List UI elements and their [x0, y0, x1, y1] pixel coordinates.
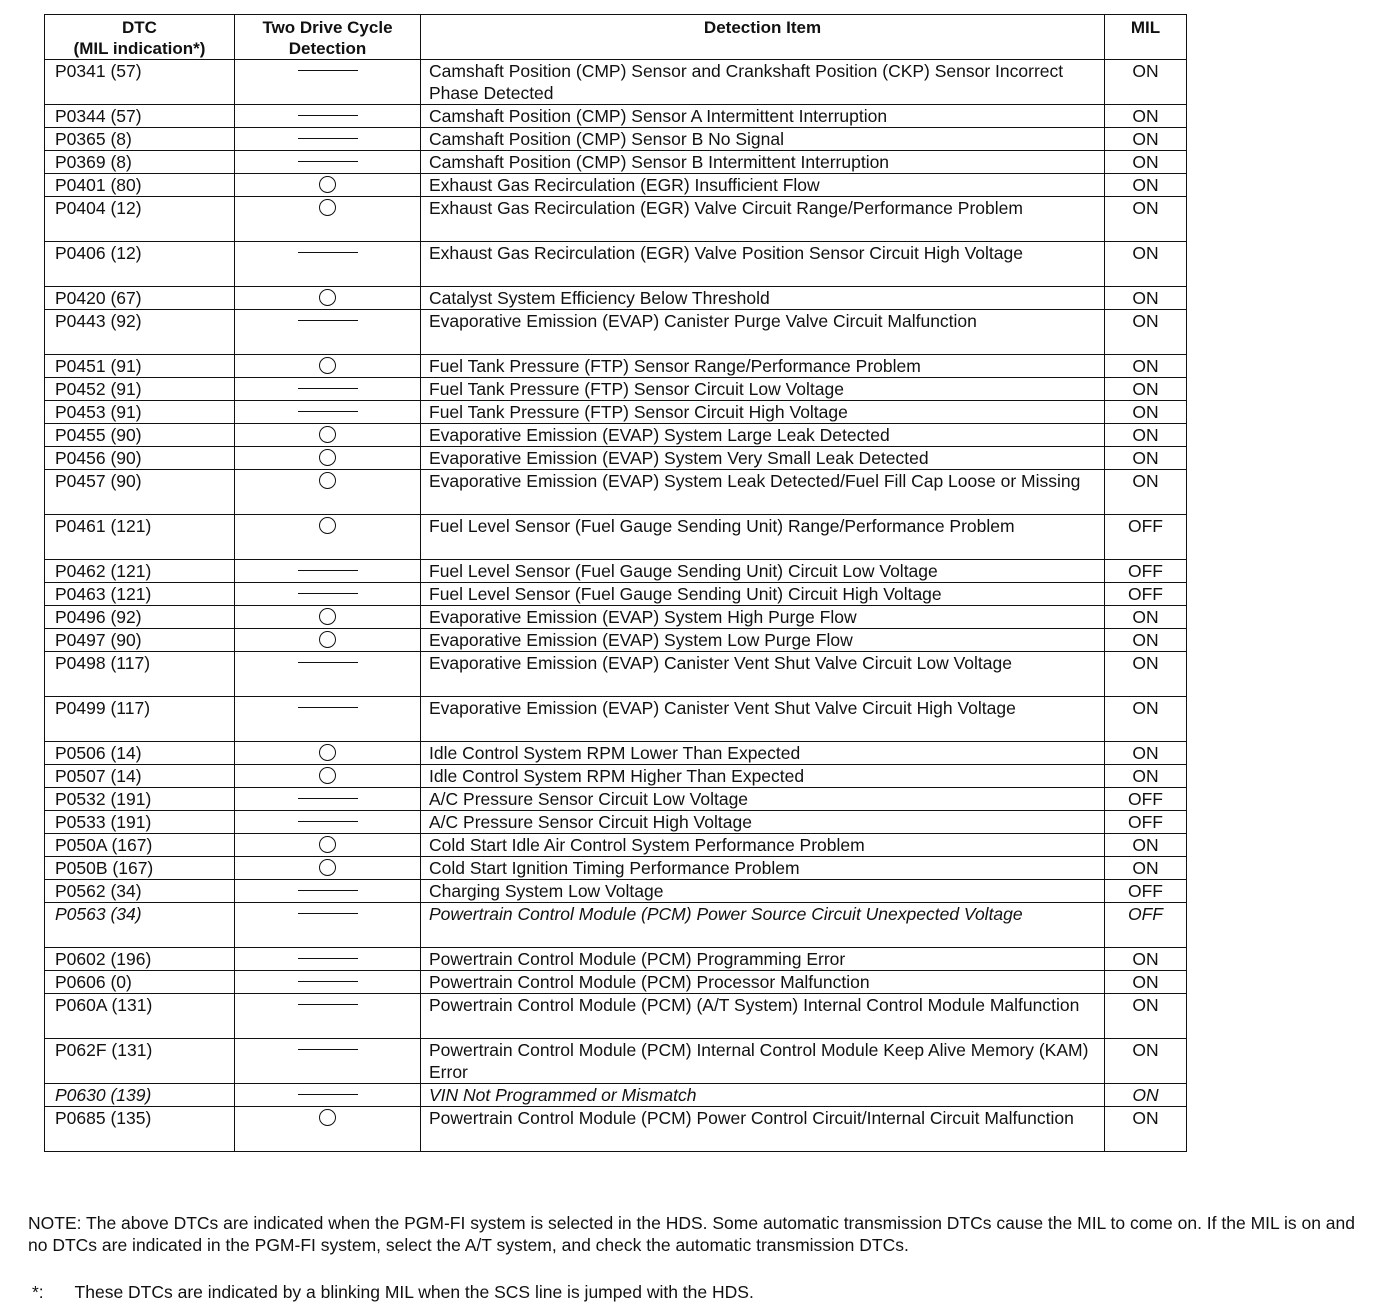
circle-icon — [319, 631, 336, 648]
dash-icon — [298, 1094, 358, 1095]
dash-icon — [298, 958, 358, 959]
two-drive-cycle-cell — [235, 310, 421, 355]
detection-item: Fuel Level Sensor (Fuel Gauge Sending Unit) Circuit High Voltage — [421, 583, 1105, 606]
dtc-code: P0630 (139) — [45, 1084, 235, 1107]
two-drive-cycle-cell — [235, 1039, 421, 1084]
two-drive-cycle-cell — [235, 151, 421, 174]
detection-item: Evaporative Emission (EVAP) System Large Leak Detected — [421, 424, 1105, 447]
table-row — [45, 834, 1187, 857]
dash-icon — [298, 913, 358, 914]
circle-icon — [319, 289, 336, 306]
two-drive-cycle-cell — [235, 606, 421, 629]
dtc-code: P0497 (90) — [45, 629, 235, 652]
table-row — [45, 174, 1187, 197]
dtc-code: P0443 (92) — [45, 310, 235, 355]
two-drive-cycle-cell — [235, 424, 421, 447]
detection-item: Exhaust Gas Recirculation (EGR) Valve Circuit Range/Performance Problem — [421, 197, 1105, 242]
mil-status: OFF — [1105, 515, 1187, 560]
dtc-code: P0507 (14) — [45, 765, 235, 788]
mil-status: OFF — [1105, 811, 1187, 834]
dtc-code: P0452 (91) — [45, 378, 235, 401]
mil-status: ON — [1105, 174, 1187, 197]
table-row — [45, 1107, 1187, 1152]
two-drive-cycle-cell — [235, 948, 421, 971]
header-detection-item: Detection Item — [421, 15, 1105, 60]
dtc-code: P0533 (191) — [45, 811, 235, 834]
circle-icon — [319, 1109, 336, 1126]
dash-icon — [298, 1049, 358, 1050]
two-drive-cycle-cell — [235, 834, 421, 857]
circle-icon — [319, 176, 336, 193]
table-row — [45, 742, 1187, 765]
table-row — [45, 401, 1187, 424]
dtc-code: P0606 (0) — [45, 971, 235, 994]
two-drive-cycle-cell — [235, 105, 421, 128]
detection-item: Idle Control System RPM Higher Than Expected — [421, 765, 1105, 788]
dash-icon — [298, 1004, 358, 1005]
table-row — [45, 880, 1187, 903]
table-row — [45, 903, 1187, 948]
detection-item: Exhaust Gas Recirculation (EGR) Insufficient Flow — [421, 174, 1105, 197]
mil-status: ON — [1105, 697, 1187, 742]
dtc-code: P0341 (57) — [45, 60, 235, 105]
dtc-code: P0498 (117) — [45, 652, 235, 697]
table-row — [45, 515, 1187, 560]
header-two-drive — [235, 15, 421, 60]
table-row — [45, 355, 1187, 378]
detection-item: Evaporative Emission (EVAP) System Low Purge Flow — [421, 629, 1105, 652]
circle-icon — [319, 608, 336, 625]
detection-item: Evaporative Emission (EVAP) System High Purge Flow — [421, 606, 1105, 629]
dtc-code: P0456 (90) — [45, 447, 235, 470]
circle-icon — [319, 767, 336, 784]
circle-icon — [319, 836, 336, 853]
table-row — [45, 606, 1187, 629]
detection-item: Catalyst System Efficiency Below Threshold — [421, 287, 1105, 310]
detection-item: Evaporative Emission (EVAP) Canister Purge Valve Circuit Malfunction — [421, 310, 1105, 355]
table-row — [45, 811, 1187, 834]
detection-item: Fuel Level Sensor (Fuel Gauge Sending Unit) Range/Performance Problem — [421, 515, 1105, 560]
circle-icon — [319, 859, 336, 876]
table-row — [45, 424, 1187, 447]
dash-icon — [298, 707, 358, 708]
detection-item: Powertrain Control Module (PCM) Processor Malfunction — [421, 971, 1105, 994]
dtc-code: P0499 (117) — [45, 697, 235, 742]
detection-item: Powertrain Control Module (PCM) Power Source Circuit Unexpected Voltage — [421, 903, 1105, 948]
two-drive-cycle-cell — [235, 857, 421, 880]
table-row — [45, 788, 1187, 811]
two-drive-cycle-cell — [235, 401, 421, 424]
detection-item: Camshaft Position (CMP) Sensor and Crankshaft Position (CKP) Sensor Incorrect Phase Detected — [421, 60, 1105, 105]
dtc-code: P0457 (90) — [45, 470, 235, 515]
two-drive-cycle-cell — [235, 903, 421, 948]
mil-status: ON — [1105, 128, 1187, 151]
mil-status: ON — [1105, 378, 1187, 401]
dash-icon — [298, 662, 358, 663]
dash-icon — [298, 570, 358, 571]
table-row — [45, 948, 1187, 971]
two-drive-cycle-cell — [235, 447, 421, 470]
detection-item: Fuel Tank Pressure (FTP) Sensor Circuit High Voltage — [421, 401, 1105, 424]
detection-item: Powertrain Control Module (PCM) Power Control Circuit/Internal Circuit Malfunction — [421, 1107, 1105, 1152]
table-row — [45, 765, 1187, 788]
dtc-table — [44, 14, 1187, 1152]
mil-status: ON — [1105, 105, 1187, 128]
mil-status: ON — [1105, 629, 1187, 652]
two-drive-cycle-cell — [235, 60, 421, 105]
footnote-marker: *: — [32, 1282, 44, 1302]
dash-icon — [298, 890, 358, 891]
mil-status: ON — [1105, 242, 1187, 287]
dtc-code: P0344 (57) — [45, 105, 235, 128]
detection-item: Camshaft Position (CMP) Sensor B No Signal — [421, 128, 1105, 151]
detection-item: Fuel Level Sensor (Fuel Gauge Sending Unit) Circuit Low Voltage — [421, 560, 1105, 583]
detection-item: Cold Start Idle Air Control System Performance Problem — [421, 834, 1105, 857]
mil-status: OFF — [1105, 583, 1187, 606]
two-drive-cycle-cell — [235, 242, 421, 287]
dash-icon — [298, 161, 358, 162]
mil-status: ON — [1105, 424, 1187, 447]
dtc-code: P062F (131) — [45, 1039, 235, 1084]
mil-status: ON — [1105, 470, 1187, 515]
detection-item: Evaporative Emission (EVAP) System Very Small Leak Detected — [421, 447, 1105, 470]
two-drive-cycle-cell — [235, 287, 421, 310]
mil-status: ON — [1105, 1107, 1187, 1152]
dtc-code: P0602 (196) — [45, 948, 235, 971]
header-dtc-label: DTC — [122, 18, 157, 37]
two-drive-cycle-cell — [235, 583, 421, 606]
mil-status: OFF — [1105, 788, 1187, 811]
detection-item: Evaporative Emission (EVAP) System Leak Detected/Fuel Fill Cap Loose or Missing — [421, 470, 1105, 515]
mil-status: OFF — [1105, 560, 1187, 583]
two-drive-cycle-cell — [235, 515, 421, 560]
table-header — [45, 15, 1187, 60]
dash-icon — [298, 115, 358, 116]
header-row — [45, 15, 1187, 60]
two-drive-cycle-cell — [235, 742, 421, 765]
header-dtc — [45, 15, 235, 60]
mil-status: ON — [1105, 447, 1187, 470]
mil-status: ON — [1105, 857, 1187, 880]
mil-status: ON — [1105, 287, 1187, 310]
dash-icon — [298, 70, 358, 71]
detection-item: Cold Start Ignition Timing Performance Problem — [421, 857, 1105, 880]
detection-item: VIN Not Programmed or Mismatch — [421, 1084, 1105, 1107]
mil-status: ON — [1105, 197, 1187, 242]
circle-icon — [319, 357, 336, 374]
header-two-drive-label: Two Drive Cycle — [262, 18, 393, 37]
circle-icon — [319, 449, 336, 466]
table-row — [45, 560, 1187, 583]
dtc-code: P0369 (8) — [45, 151, 235, 174]
dtc-code: P0462 (121) — [45, 560, 235, 583]
two-drive-cycle-cell — [235, 697, 421, 742]
two-drive-cycle-cell — [235, 971, 421, 994]
dtc-code: P050B (167) — [45, 857, 235, 880]
mil-status: ON — [1105, 401, 1187, 424]
dash-icon — [298, 411, 358, 412]
dtc-code: P0461 (121) — [45, 515, 235, 560]
table-row — [45, 857, 1187, 880]
table-row — [45, 629, 1187, 652]
dtc-code: P0453 (91) — [45, 401, 235, 424]
dtc-code: P0451 (91) — [45, 355, 235, 378]
detection-item: Charging System Low Voltage — [421, 880, 1105, 903]
header-dtc-sub: (MIL indication*) — [73, 39, 206, 58]
detection-item: A/C Pressure Sensor Circuit Low Voltage — [421, 788, 1105, 811]
detection-item: Evaporative Emission (EVAP) Canister Vent Shut Valve Circuit Low Voltage — [421, 652, 1105, 697]
circle-icon — [319, 517, 336, 534]
mil-status: OFF — [1105, 880, 1187, 903]
dash-icon — [298, 981, 358, 982]
two-drive-cycle-cell — [235, 629, 421, 652]
two-drive-cycle-cell — [235, 560, 421, 583]
two-drive-cycle-cell — [235, 880, 421, 903]
mil-status: ON — [1105, 606, 1187, 629]
dtc-code: P0420 (67) — [45, 287, 235, 310]
two-drive-cycle-cell — [235, 652, 421, 697]
dash-icon — [298, 320, 358, 321]
table-row — [45, 583, 1187, 606]
two-drive-cycle-cell — [235, 1107, 421, 1152]
detection-item: Camshaft Position (CMP) Sensor B Intermittent Interruption — [421, 151, 1105, 174]
dash-icon — [298, 593, 358, 594]
mil-status: ON — [1105, 765, 1187, 788]
detection-item: Exhaust Gas Recirculation (EGR) Valve Position Sensor Circuit High Voltage — [421, 242, 1105, 287]
dtc-code: P0562 (34) — [45, 880, 235, 903]
detection-item: Fuel Tank Pressure (FTP) Sensor Circuit Low Voltage — [421, 378, 1105, 401]
two-drive-cycle-cell — [235, 355, 421, 378]
dtc-code: P0365 (8) — [45, 128, 235, 151]
table-row — [45, 287, 1187, 310]
dtc-code: P0401 (80) — [45, 174, 235, 197]
mil-status: OFF — [1105, 903, 1187, 948]
table-row — [45, 310, 1187, 355]
table-row — [45, 447, 1187, 470]
dtc-code: P0463 (121) — [45, 583, 235, 606]
circle-icon — [319, 472, 336, 489]
dtc-code: P0496 (92) — [45, 606, 235, 629]
detection-item: Powertrain Control Module (PCM) Internal Control Module Keep Alive Memory (KAM) Error — [421, 1039, 1105, 1084]
footnote-text: These DTCs are indicated by a blinking MIL when the SCS line is jumped with the HDS. — [74, 1282, 754, 1302]
two-drive-cycle-cell — [235, 174, 421, 197]
circle-icon — [319, 744, 336, 761]
dtc-code: P060A (131) — [45, 994, 235, 1039]
table-row — [45, 105, 1187, 128]
header-mil: MIL — [1105, 15, 1187, 60]
two-drive-cycle-cell — [235, 788, 421, 811]
dtc-code: P0406 (12) — [45, 242, 235, 287]
dtc-code: P0404 (12) — [45, 197, 235, 242]
mil-status: ON — [1105, 652, 1187, 697]
table-row — [45, 128, 1187, 151]
two-drive-cycle-cell — [235, 994, 421, 1039]
two-drive-cycle-cell — [235, 811, 421, 834]
dtc-code: P0685 (135) — [45, 1107, 235, 1152]
mil-status: ON — [1105, 60, 1187, 105]
two-drive-cycle-cell — [235, 378, 421, 401]
footnote — [32, 1281, 754, 1303]
table-row — [45, 378, 1187, 401]
two-drive-cycle-cell — [235, 1084, 421, 1107]
two-drive-cycle-cell — [235, 197, 421, 242]
dtc-code: P0455 (90) — [45, 424, 235, 447]
detection-item: Powertrain Control Module (PCM) (A/T System) Internal Control Module Malfunction — [421, 994, 1105, 1039]
detection-item: A/C Pressure Sensor Circuit High Voltage — [421, 811, 1105, 834]
table-row — [45, 994, 1187, 1039]
mil-status: ON — [1105, 971, 1187, 994]
mil-status: ON — [1105, 948, 1187, 971]
table-row — [45, 242, 1187, 287]
table-row — [45, 1084, 1187, 1107]
detection-item: Powertrain Control Module (PCM) Programming Error — [421, 948, 1105, 971]
table-row — [45, 652, 1187, 697]
dash-icon — [298, 252, 358, 253]
mil-status: ON — [1105, 151, 1187, 174]
dash-icon — [298, 821, 358, 822]
circle-icon — [319, 426, 336, 443]
circle-icon — [319, 199, 336, 216]
table-row — [45, 1039, 1187, 1084]
note-text: NOTE: The above DTCs are indicated when the PGM-FI system is selected in the HDS. Some automatic transmission DTCs cause the MIL to come on. If the MIL is on and no DTCs are indicated in the PGM-FI system, select the A/T system, and check the automatic transmission DTCs. — [28, 1213, 1355, 1255]
mil-status: ON — [1105, 355, 1187, 378]
mil-status: ON — [1105, 994, 1187, 1039]
dtc-code: P0506 (14) — [45, 742, 235, 765]
dash-icon — [298, 388, 358, 389]
detection-item: Idle Control System RPM Lower Than Expected — [421, 742, 1105, 765]
detection-item: Evaporative Emission (EVAP) Canister Vent Shut Valve Circuit High Voltage — [421, 697, 1105, 742]
mil-status: ON — [1105, 834, 1187, 857]
table-body — [45, 60, 1187, 1152]
detection-item: Fuel Tank Pressure (FTP) Sensor Range/Performance Problem — [421, 355, 1105, 378]
table-row — [45, 971, 1187, 994]
dash-icon — [298, 138, 358, 139]
two-drive-cycle-cell — [235, 765, 421, 788]
mil-status: ON — [1105, 310, 1187, 355]
dtc-code: P0563 (34) — [45, 903, 235, 948]
dtc-code: P0532 (191) — [45, 788, 235, 811]
table-row — [45, 697, 1187, 742]
table-row — [45, 470, 1187, 515]
table-row — [45, 197, 1187, 242]
mil-status: ON — [1105, 1084, 1187, 1107]
two-drive-cycle-cell — [235, 470, 421, 515]
mil-status: ON — [1105, 1039, 1187, 1084]
mil-status: ON — [1105, 742, 1187, 765]
dtc-code: P050A (167) — [45, 834, 235, 857]
detection-item: Camshaft Position (CMP) Sensor A Intermittent Interruption — [421, 105, 1105, 128]
two-drive-cycle-cell — [235, 128, 421, 151]
header-two-drive-sub: Detection — [288, 39, 367, 58]
dash-icon — [298, 798, 358, 799]
table-row — [45, 151, 1187, 174]
table-row — [45, 60, 1187, 105]
